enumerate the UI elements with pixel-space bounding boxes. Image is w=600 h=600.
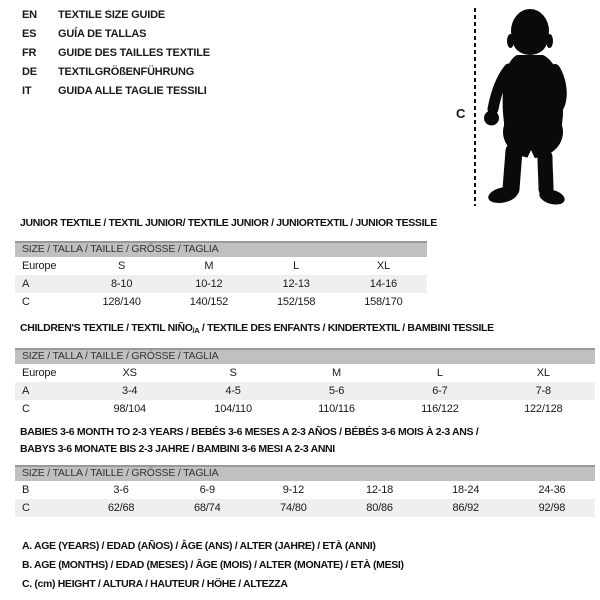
row-label-cell: B: [22, 484, 30, 496]
value-cell: XL: [376, 260, 390, 272]
children-textile-section: [15, 322, 595, 418]
measurement-legend: [22, 537, 404, 594]
guide-title-de: TEXTILGRÖßENFÜHRUNG: [58, 66, 195, 78]
value-cell: M: [204, 260, 214, 272]
table-row: [15, 275, 427, 293]
value-cell: L: [436, 367, 443, 379]
figure-height-label: C: [456, 106, 466, 121]
value-cell: S: [118, 260, 126, 272]
value-cell: 12-18: [365, 484, 394, 496]
language-code: ES: [22, 28, 37, 40]
row-label-cell: A: [15, 275, 78, 293]
children-title-pre: CHILDREN'S TEXTILE / TEXTIL NIÑO: [20, 322, 193, 334]
size-header-bar: SIZE / TALLA / TAILLE / GRÖSSE / TAGLIA: [15, 465, 595, 481]
children-title-post: / TEXTILE DES ENFANTS / KINDERTEXTIL / BAMBINI TESSILE: [199, 322, 494, 334]
language-code: DE: [22, 66, 37, 78]
value-cell: XL: [536, 367, 550, 379]
value-cell: 98/104: [113, 403, 146, 415]
table-row: [15, 257, 427, 275]
table-row: [15, 499, 595, 517]
junior-textile-section: [15, 217, 437, 311]
value-cell: S: [229, 367, 237, 379]
legend-height-cm: C. (cm) HEIGHT / ALTURA / HAUTEUR / HÖHE / ALTEZZA: [22, 578, 288, 590]
size-header-bar: SIZE / TALLA / TAILLE / GRÖSSE / TAGLIA: [15, 348, 595, 364]
baby-silhouette: [483, 5, 595, 210]
babies-title-line2: BABYS 3-6 MONATE BIS 2-3 JAHRE / BAMBINI 3-6 MESI A 2-3 ANNI: [20, 443, 335, 455]
value-cell: 10-12: [165, 275, 252, 293]
value-cell: 74/80: [250, 499, 336, 517]
value-cell: 12-13: [253, 275, 340, 293]
value-cell: 62/68: [78, 499, 164, 517]
value-cell: 6-7: [388, 382, 491, 400]
value-cell: 116/122: [421, 403, 459, 415]
language-code: EN: [22, 9, 37, 21]
value-cell: 14-16: [340, 275, 427, 293]
babies-title-line1: BABIES 3-6 MONTH TO 2-3 YEARS / BEBÉS 3-6 MESES A 2-3 AÑOS / BÉBÉS 3-6 MOIS À 2-3 ANS /: [20, 426, 479, 438]
value-cell: 5-6: [285, 382, 388, 400]
row-label-cell: C: [22, 403, 30, 415]
junior-section-title: JUNIOR TEXTILE / TEXTIL JUNIOR/ TEXTILE JUNIOR / JUNIORTEXTIL / JUNIOR TESSILE: [20, 217, 437, 229]
value-cell: 3-6: [113, 484, 129, 496]
language-title-list: [22, 6, 210, 101]
language-code: FR: [22, 47, 37, 59]
value-cell: XS: [122, 367, 137, 379]
value-cell: M: [331, 367, 341, 379]
value-cell: 3-4: [78, 382, 181, 400]
row-label-cell: A: [15, 382, 78, 400]
table-row: [15, 364, 595, 382]
babies-section-title: [20, 424, 595, 458]
language-row-es: [22, 25, 210, 44]
table-row: [15, 293, 427, 311]
row-label-cell: Europe: [22, 367, 57, 379]
height-measure-dashed-line: [474, 8, 476, 206]
value-cell: 152/158: [276, 296, 316, 308]
language-row-en: [22, 6, 210, 25]
table-row: [15, 481, 595, 499]
children-section-title: [20, 322, 595, 337]
value-cell: 128/140: [102, 296, 141, 308]
guide-title-en: TEXTILE SIZE GUIDE: [58, 9, 166, 21]
row-label-cell: C: [15, 499, 78, 517]
value-cell: 9-12: [282, 484, 304, 496]
babies-size-table: [15, 481, 595, 517]
value-cell: 4-5: [181, 382, 284, 400]
size-header-bar: SIZE / TALLA / TAILLE / GRÖSSE / TAGLIA: [15, 241, 427, 257]
value-cell: 8-10: [78, 275, 165, 293]
value-cell: 6-9: [199, 484, 215, 496]
row-label-cell: C: [22, 296, 30, 308]
value-cell: 110/116: [318, 403, 355, 415]
value-cell: 92/98: [509, 499, 595, 517]
babies-textile-section: [15, 424, 595, 517]
junior-size-table: [15, 257, 427, 311]
table-row: [15, 382, 595, 400]
value-cell: L: [293, 260, 300, 272]
value-cell: 140/152: [189, 296, 229, 308]
legend-age-years: A. AGE (YEARS) / EDAD (AÑOS) / ÂGE (ANS) / ALTER (JAHRE) / ETÀ (ANNI): [22, 540, 376, 552]
value-cell: 86/92: [423, 499, 509, 517]
value-cell: 7-8: [492, 382, 595, 400]
children-size-table: [15, 364, 595, 418]
language-row-fr: [22, 44, 210, 63]
children-title-sub: /A: [192, 326, 200, 335]
value-cell: 104/110: [214, 403, 252, 415]
legend-age-months: B. AGE (MONTHS) / EDAD (MESES) / ÂGE (MOIS) / ALTER (MONATE) / ETÀ (MESI): [22, 559, 404, 571]
value-cell: 80/86: [336, 499, 422, 517]
language-row-it: [22, 82, 210, 101]
language-row-de: [22, 63, 210, 82]
value-cell: 24-36: [538, 484, 566, 496]
value-cell: 158/170: [364, 296, 403, 308]
guide-title-es: GUÍA DE TALLAS: [58, 28, 147, 40]
value-cell: 68/74: [164, 499, 250, 517]
guide-title-it: GUIDA ALLE TAGLIE TESSILI: [58, 85, 207, 97]
language-code: IT: [22, 85, 32, 97]
row-label-cell: Europe: [22, 260, 57, 272]
table-row: [15, 400, 595, 418]
value-cell: 18-24: [452, 484, 480, 496]
guide-title-fr: GUIDE DES TAILLES TEXTILE: [58, 47, 210, 59]
value-cell: 122/128: [524, 403, 563, 415]
